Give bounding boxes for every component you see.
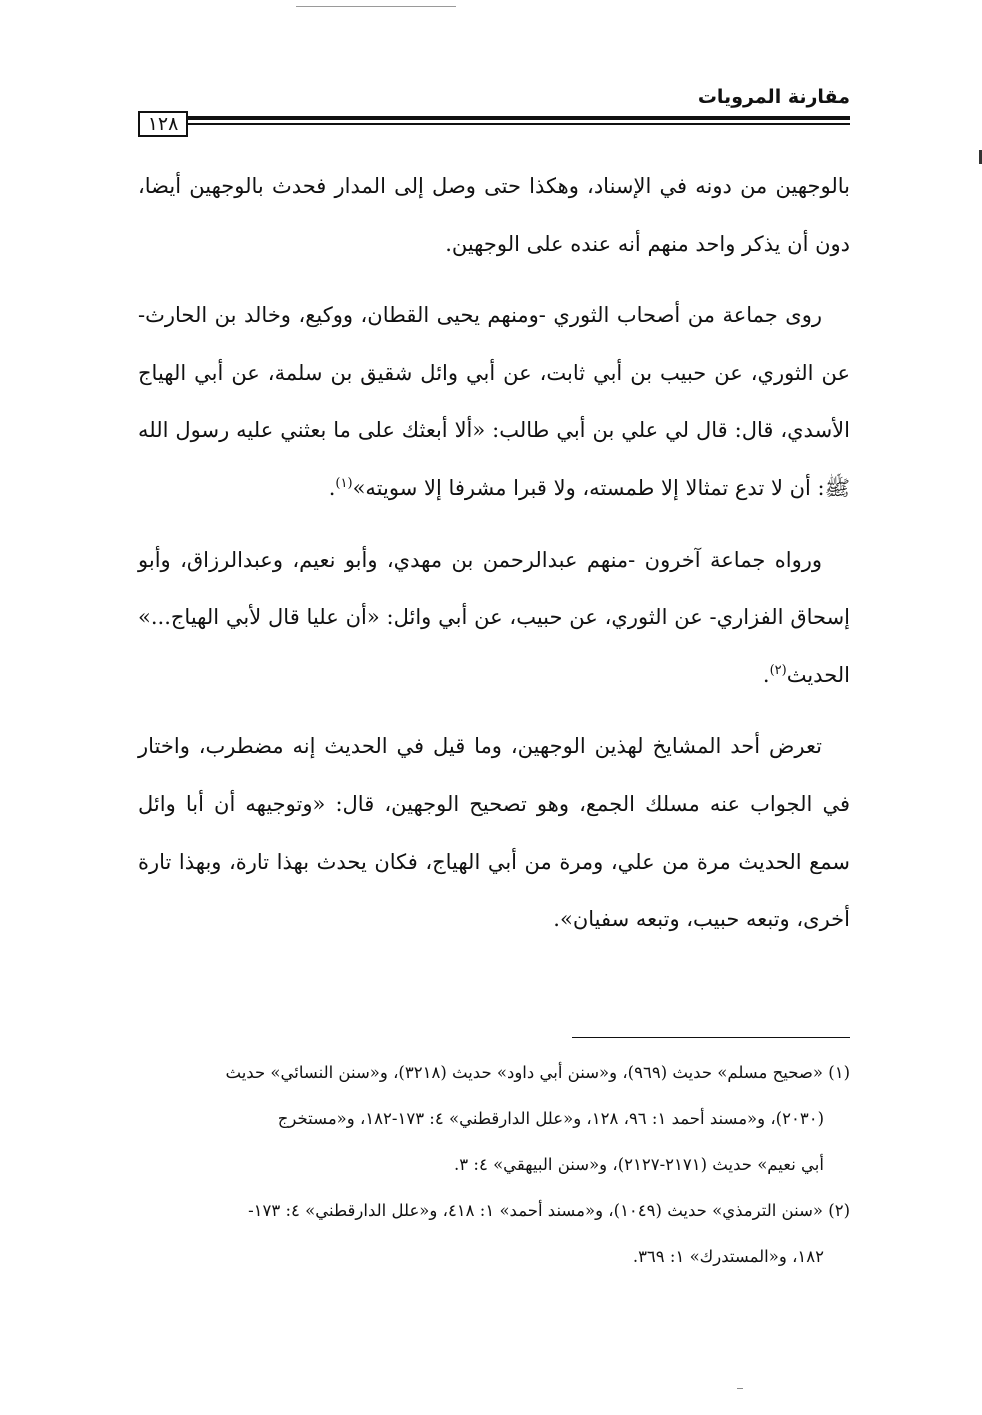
scan-top-rule bbox=[296, 6, 456, 7]
paragraph-2 bbox=[138, 287, 850, 517]
footnote-ref-2[interactable]: (٢) bbox=[769, 662, 787, 678]
page-number-box bbox=[138, 110, 188, 138]
paragraph-4-text: تعرض أحد المشايخ لهذين الوجهين، وما قيل في الحديث إنه مضطرب، واختار في الجواب عنه مسلك الجمع، وهو تصحيح الوجهين، قال: «وتوجيهه أن أبا وائل سمع الحديث مرة من علي، ومرة من أبي الهياج، فكان يحدث بهذا تارة، وبهذا تارة أخرى، وتبعه حبيب، وتبعه سفيان». bbox=[138, 734, 850, 932]
scan-speck bbox=[737, 1388, 743, 1389]
paragraph-1 bbox=[138, 158, 850, 273]
paragraph-1-text: بالوجهين من دونه في الإسناد، وهكذا حتى وصل إلى المدار فحدث بالوجهين أيضا، دون أن يذكر واحد منهم أنه عنده على الوجهين. bbox=[138, 174, 850, 256]
paragraph-2-text: روى جماعة من أصحاب الثوري -ومنهم يحيى القطان، ووكيع، وخالد بن الحارث- عن الثوري، عن حبيب بن أبي ثابت، عن أبي وائل شقيق بن سلمة، عن أبي الهياج الأسدي، قال: قال لي علي بن أبي طالب: «ألا أبعثك على ما بعثني عليه رسول الله ﷺ: أن لا تدع تمثالا إلا طمسته، ولا قبرا مشرفا إلا سويته» bbox=[138, 303, 850, 500]
page-number: ١٢٨ bbox=[138, 111, 189, 137]
body-text bbox=[138, 158, 850, 949]
paragraph-4 bbox=[138, 718, 850, 948]
header-rule-thin bbox=[138, 123, 850, 125]
footnote-1-line-3: أبي نعيم» حديث (٢١٧١-٢١٢٧)، و«سنن البيهقي» ٤: ٣. bbox=[454, 1155, 824, 1174]
footnote-2-line-2: ١٨٢، و«المستدرك» ١: ٣٦٩. bbox=[632, 1247, 824, 1266]
footnote-separator bbox=[572, 1037, 850, 1038]
footnote-1-line-2: (٢٠٣٠)، و«مسند أحمد ١: ٩٦، ١٢٨، و«علل الدارقطني» ٤: ١٧٣-١٨٢، و«مستخرج bbox=[277, 1109, 824, 1128]
footnotes bbox=[138, 1050, 850, 1280]
footnote-2 bbox=[138, 1188, 850, 1280]
paragraph-3-end: . bbox=[762, 662, 770, 687]
header-rule-thick bbox=[138, 116, 850, 120]
footnote-1-line-1: (١) «صحيح مسلم» حديث (٩٦٩)، و«سنن أبي داود» حديث (٣٢١٨)، و«سنن النسائي» حديث bbox=[225, 1063, 850, 1082]
footnote-ref-1[interactable]: (١) bbox=[335, 475, 353, 491]
footnote-1 bbox=[138, 1050, 850, 1188]
page-header bbox=[138, 82, 850, 152]
paragraph-3 bbox=[138, 532, 850, 705]
footnote-2-line-1: (٢) «سنن الترمذي» حديث (١٠٤٩)، و«مسند أحمد» ١: ٤١٨، و«علل الدارقطني» ٤: ١٧٣- bbox=[248, 1201, 850, 1220]
running-title: مقارنة المرويات bbox=[697, 86, 850, 108]
paragraph-3-text: ورواه جماعة آخرون -منهم عبدالرحمن بن مهدي، وأبو نعيم، وعبدالرزاق، وأبو إسحاق الفزاري- عن الثوري، عن حبيب، عن أبي وائل: «أن عليا قال لأبي الهياج...» الحديث bbox=[138, 547, 850, 687]
paragraph-2-end: . bbox=[328, 475, 336, 500]
